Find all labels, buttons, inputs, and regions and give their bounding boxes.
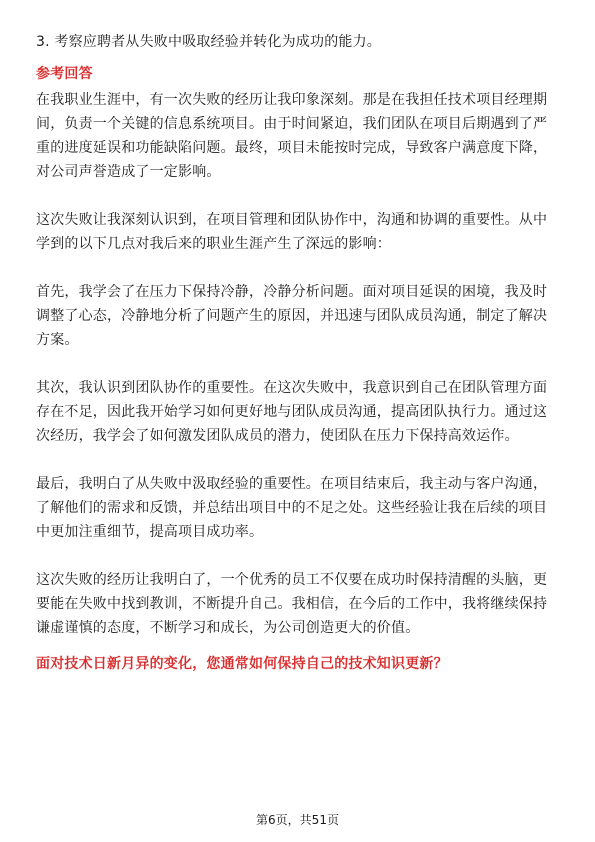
paragraph-line: 这次失败让我深刻认识到，在项目管理和团队协作中，沟通和协调的重要性。从中 [36,212,548,228]
paragraph-line: 存在不足，因此我开始学习如何更好地与团队成员沟通，提高团队执行力。通过这 [36,404,548,420]
page-number-footer: 第6页，共51页 [256,813,339,827]
paragraph-line: 对公司声誉造成了一定影响。 [36,164,221,180]
document-page [36,20,566,676]
answer-paragraph-1 [36,88,566,184]
answer-paragraph-2 [36,208,566,256]
paragraph-line: 要能在失败中找到教训，不断提升自己。我相信，在今后的工作中，我将继续保持 [36,596,548,612]
paragraph-line: 了解他们的需求和反馈，并总结出项目中的不足之处。这些经验让我在后续的项目 [36,500,548,516]
paragraph-line: 次经历，我学会了如何激发团队成员的潜力，使团队在压力下保持高效运作。 [36,428,519,444]
paragraph-line: 中更加注重细节，提高项目成功率。 [36,524,264,540]
answer-paragraph-5 [36,472,566,544]
question-heading: 3. 考察应聘者从失败中吸取经验并转化为成功的能力。 [36,34,382,50]
paragraph-line: 间，负责一个关键的信息系统项目。由于时间紧迫，我们团队在项目后期遇到了严 [36,116,548,132]
paragraph-line: 最后，我明白了从失败中汲取经验的重要性。在项目结束后，我主动与客户沟通， [36,476,548,492]
paragraph-line: 方案。 [36,332,79,348]
answer-paragraph-4 [36,376,566,448]
next-question-heading: 面对技术日新月异的变化，您通常如何保持自己的技术知识更新？ [36,656,448,672]
paragraph-line: 调整了心态，冷静地分析了问题产生的原因，并迅速与团队成员沟通，制定了解决 [36,308,548,324]
answer-paragraph-6 [36,568,566,640]
paragraph-line: 这次失败的经历让我明白了，一个优秀的员工不仅要在成功时保持清醒的头脑，更 [36,572,548,588]
answer-paragraph-3 [36,280,566,352]
paragraph-line: 在我职业生涯中，有一次失败的经历让我印象深刻。那是在我担任技术项目经理期 [36,92,548,108]
paragraph-line: 首先，我学会了在压力下保持冷静，冷静分析问题。面对项目延误的困境，我及时 [36,284,548,300]
answer-label: 参考回答 [36,66,93,82]
paragraph-line: 重的进度延误和功能缺陷问题。最终，项目未能按时完成，导致客户满意度下降， [36,140,548,156]
paragraph-line: 谦虚谨慎的态度，不断学习和成长，为公司创造更大的价值。 [36,620,420,636]
paragraph-line: 其次，我认识到团队协作的重要性。在这次失败中，我意识到自己在团队管理方面 [36,380,548,396]
paragraph-line: 学到的以下几点对我后来的职业生涯产生了深远的影响： [36,236,391,252]
